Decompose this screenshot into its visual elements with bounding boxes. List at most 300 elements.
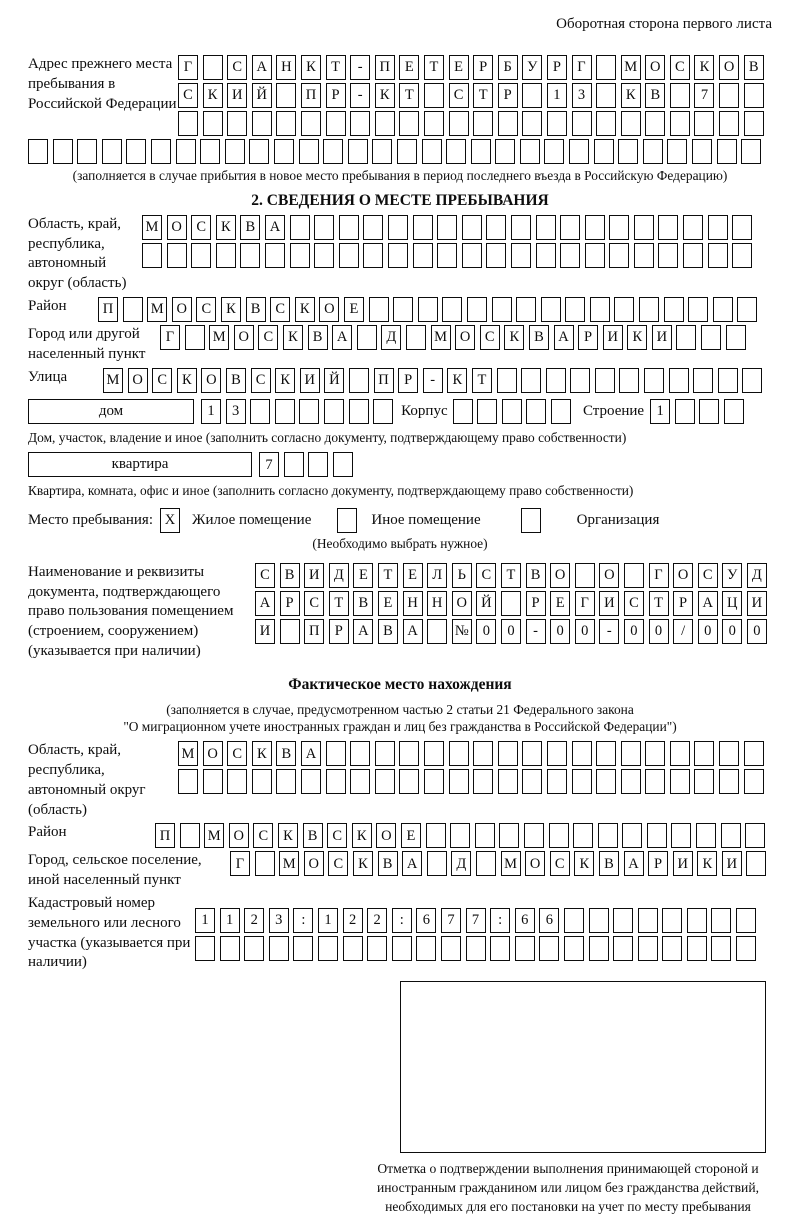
char-cell[interactable]: [675, 399, 695, 424]
char-cell[interactable]: [102, 139, 122, 164]
char-cell[interactable]: [549, 823, 569, 848]
char-cell[interactable]: [744, 769, 764, 794]
char-cell[interactable]: [694, 111, 714, 136]
char-cell[interactable]: [427, 619, 447, 644]
char-cell[interactable]: С: [328, 851, 348, 876]
char-cell[interactable]: О: [455, 325, 475, 350]
char-cell[interactable]: Е: [399, 55, 419, 80]
char-cell[interactable]: П: [155, 823, 175, 848]
char-cell[interactable]: [541, 297, 561, 322]
char-cell[interactable]: М: [209, 325, 229, 350]
char-cell[interactable]: С: [550, 851, 570, 876]
char-cell[interactable]: В: [226, 368, 246, 393]
char-cell[interactable]: [418, 297, 438, 322]
char-cell[interactable]: Й: [252, 83, 272, 108]
char-cell[interactable]: [290, 215, 310, 240]
char-cell[interactable]: У: [522, 55, 542, 80]
char-cell[interactable]: Т: [424, 55, 444, 80]
char-cell[interactable]: А: [252, 55, 272, 80]
char-cell[interactable]: [326, 741, 346, 766]
char-cell[interactable]: [609, 243, 629, 268]
char-cell[interactable]: Т: [473, 83, 493, 108]
char-cell[interactable]: [564, 908, 584, 933]
char-cell[interactable]: К: [278, 823, 298, 848]
char-cell[interactable]: В: [378, 619, 398, 644]
char-cell[interactable]: Й: [476, 591, 496, 616]
char-cell[interactable]: [613, 936, 633, 961]
char-cell[interactable]: М: [142, 215, 162, 240]
char-cell[interactable]: Е: [378, 591, 398, 616]
char-cell[interactable]: Р: [648, 851, 668, 876]
char-cell[interactable]: [624, 563, 644, 588]
char-cell[interactable]: [375, 741, 395, 766]
char-cell[interactable]: [462, 215, 482, 240]
char-cell[interactable]: [301, 111, 321, 136]
char-cell[interactable]: [290, 243, 310, 268]
char-cell[interactable]: С: [670, 55, 690, 80]
char-cell[interactable]: [595, 368, 615, 393]
char-cell[interactable]: 6: [539, 908, 559, 933]
char-cell[interactable]: К: [216, 215, 236, 240]
char-cell[interactable]: К: [252, 741, 272, 766]
char-cell[interactable]: [280, 619, 300, 644]
char-cell[interactable]: -: [350, 83, 370, 108]
char-cell[interactable]: [516, 297, 536, 322]
char-cell[interactable]: [339, 215, 359, 240]
char-cell[interactable]: М: [501, 851, 521, 876]
char-cell[interactable]: [711, 936, 731, 961]
char-cell[interactable]: К: [574, 851, 594, 876]
char-cell[interactable]: Е: [449, 55, 469, 80]
char-cell[interactable]: [634, 243, 654, 268]
char-cell[interactable]: [324, 399, 344, 424]
char-cell[interactable]: [596, 769, 616, 794]
char-cell[interactable]: 0: [575, 619, 595, 644]
char-cell[interactable]: [711, 908, 731, 933]
char-cell[interactable]: [299, 139, 319, 164]
char-cell[interactable]: П: [301, 83, 321, 108]
char-cell[interactable]: [696, 823, 716, 848]
char-cell[interactable]: [522, 111, 542, 136]
char-cell[interactable]: О: [319, 297, 339, 322]
char-cell[interactable]: В: [526, 563, 546, 588]
char-cell[interactable]: Н: [276, 55, 296, 80]
char-cell[interactable]: Г: [572, 55, 592, 80]
char-cell[interactable]: [522, 769, 542, 794]
char-cell[interactable]: К: [301, 55, 321, 80]
char-cell[interactable]: [477, 399, 497, 424]
char-cell[interactable]: [643, 139, 663, 164]
char-cell[interactable]: [585, 243, 605, 268]
char-cell[interactable]: 1: [195, 908, 215, 933]
char-cell[interactable]: [692, 139, 712, 164]
char-cell[interactable]: [244, 936, 264, 961]
char-cell[interactable]: [299, 399, 319, 424]
char-cell[interactable]: [693, 368, 713, 393]
char-cell[interactable]: [449, 741, 469, 766]
char-cell[interactable]: [227, 769, 247, 794]
char-cell[interactable]: К: [203, 83, 223, 108]
char-cell[interactable]: [589, 936, 609, 961]
char-cell[interactable]: [736, 908, 756, 933]
char-cell[interactable]: 0: [550, 619, 570, 644]
char-cell[interactable]: И: [255, 619, 275, 644]
char-cell[interactable]: [427, 851, 447, 876]
char-cell[interactable]: [203, 111, 223, 136]
char-cell[interactable]: [442, 297, 462, 322]
char-cell[interactable]: [645, 741, 665, 766]
char-cell[interactable]: К: [283, 325, 303, 350]
char-cell[interactable]: [476, 851, 496, 876]
char-cell[interactable]: [388, 243, 408, 268]
char-cell[interactable]: -: [423, 368, 443, 393]
char-cell[interactable]: [501, 591, 521, 616]
char-cell[interactable]: -: [350, 55, 370, 80]
char-cell[interactable]: К: [697, 851, 717, 876]
char-cell[interactable]: К: [275, 368, 295, 393]
char-cell[interactable]: [473, 111, 493, 136]
char-cell[interactable]: [569, 139, 589, 164]
char-cell[interactable]: [621, 741, 641, 766]
char-cell[interactable]: Т: [378, 563, 398, 588]
char-cell[interactable]: [634, 215, 654, 240]
char-cell[interactable]: [521, 508, 541, 533]
char-cell[interactable]: [126, 139, 146, 164]
char-cell[interactable]: С: [258, 325, 278, 350]
char-cell[interactable]: И: [300, 368, 320, 393]
char-cell[interactable]: В: [599, 851, 619, 876]
char-cell[interactable]: О: [599, 563, 619, 588]
char-cell[interactable]: [594, 139, 614, 164]
char-cell[interactable]: [473, 769, 493, 794]
char-cell[interactable]: С: [227, 741, 247, 766]
char-cell[interactable]: [721, 823, 741, 848]
char-cell[interactable]: [276, 111, 296, 136]
char-cell[interactable]: [195, 936, 215, 961]
char-cell[interactable]: [662, 908, 682, 933]
char-cell[interactable]: Т: [326, 55, 346, 80]
char-cell[interactable]: [667, 139, 687, 164]
char-cell[interactable]: [726, 325, 746, 350]
char-cell[interactable]: [502, 399, 522, 424]
char-cell[interactable]: [185, 325, 205, 350]
char-cell[interactable]: В: [280, 563, 300, 588]
char-cell[interactable]: [274, 139, 294, 164]
char-cell[interactable]: /: [673, 619, 693, 644]
char-cell[interactable]: К: [447, 368, 467, 393]
char-cell[interactable]: [178, 769, 198, 794]
char-cell[interactable]: Л: [427, 563, 447, 588]
char-cell[interactable]: [746, 851, 766, 876]
char-cell[interactable]: А: [402, 851, 422, 876]
char-cell[interactable]: [466, 936, 486, 961]
char-cell[interactable]: [123, 297, 143, 322]
char-cell[interactable]: П: [374, 368, 394, 393]
char-cell[interactable]: [596, 55, 616, 80]
char-cell[interactable]: О: [525, 851, 545, 876]
char-cell[interactable]: [736, 936, 756, 961]
char-cell[interactable]: [492, 297, 512, 322]
char-cell[interactable]: [180, 823, 200, 848]
char-cell[interactable]: [511, 215, 531, 240]
char-cell[interactable]: И: [652, 325, 672, 350]
char-cell[interactable]: С: [255, 563, 275, 588]
char-cell[interactable]: [670, 83, 690, 108]
char-cell[interactable]: [613, 908, 633, 933]
char-cell[interactable]: С: [624, 591, 644, 616]
char-cell[interactable]: [645, 111, 665, 136]
char-cell[interactable]: В: [378, 851, 398, 876]
char-cell[interactable]: [732, 215, 752, 240]
char-cell[interactable]: [520, 139, 540, 164]
char-cell[interactable]: 7: [694, 83, 714, 108]
char-cell[interactable]: [369, 297, 389, 322]
char-cell[interactable]: [250, 399, 270, 424]
char-cell[interactable]: С: [327, 823, 347, 848]
char-cell[interactable]: [424, 83, 444, 108]
char-cell[interactable]: М: [621, 55, 641, 80]
char-cell[interactable]: У: [722, 563, 742, 588]
char-cell[interactable]: [614, 297, 634, 322]
char-cell[interactable]: 1: [650, 399, 670, 424]
char-cell[interactable]: [662, 936, 682, 961]
char-cell[interactable]: 7: [466, 908, 486, 933]
char-cell[interactable]: 7: [441, 908, 461, 933]
char-cell[interactable]: [498, 769, 518, 794]
char-cell[interactable]: [742, 368, 762, 393]
char-cell[interactable]: [713, 297, 733, 322]
char-cell[interactable]: [151, 139, 171, 164]
char-cell[interactable]: [694, 741, 714, 766]
char-cell[interactable]: [708, 243, 728, 268]
char-cell[interactable]: [499, 823, 519, 848]
char-cell[interactable]: [622, 823, 642, 848]
char-cell[interactable]: М: [178, 741, 198, 766]
char-cell[interactable]: Е: [401, 823, 421, 848]
char-cell[interactable]: [744, 111, 764, 136]
char-cell[interactable]: [349, 399, 369, 424]
char-cell[interactable]: Н: [427, 591, 447, 616]
char-cell[interactable]: Р: [673, 591, 693, 616]
char-cell[interactable]: [176, 139, 196, 164]
char-cell[interactable]: [522, 83, 542, 108]
char-cell[interactable]: Н: [403, 591, 423, 616]
char-cell[interactable]: 2: [244, 908, 264, 933]
char-cell[interactable]: О: [550, 563, 570, 588]
char-cell[interactable]: Е: [353, 563, 373, 588]
char-cell[interactable]: Г: [160, 325, 180, 350]
char-cell[interactable]: [589, 908, 609, 933]
char-cell[interactable]: В: [240, 215, 260, 240]
char-cell[interactable]: :: [490, 908, 510, 933]
char-cell[interactable]: [547, 769, 567, 794]
char-cell[interactable]: [343, 936, 363, 961]
char-cell[interactable]: [446, 139, 466, 164]
char-cell[interactable]: [596, 111, 616, 136]
char-cell[interactable]: [350, 741, 370, 766]
char-cell[interactable]: [498, 741, 518, 766]
char-cell[interactable]: [745, 823, 765, 848]
char-cell[interactable]: А: [255, 591, 275, 616]
char-cell[interactable]: [658, 215, 678, 240]
char-cell[interactable]: 0: [476, 619, 496, 644]
char-cell[interactable]: Д: [381, 325, 401, 350]
char-cell[interactable]: О: [203, 741, 223, 766]
char-cell[interactable]: Е: [550, 591, 570, 616]
char-cell[interactable]: [349, 368, 369, 393]
char-cell[interactable]: [363, 243, 383, 268]
char-cell[interactable]: К: [694, 55, 714, 80]
char-cell[interactable]: С: [449, 83, 469, 108]
char-cell[interactable]: 1: [318, 908, 338, 933]
char-cell[interactable]: [275, 399, 295, 424]
char-cell[interactable]: [524, 823, 544, 848]
char-cell[interactable]: [323, 139, 343, 164]
char-cell[interactable]: Т: [649, 591, 669, 616]
char-cell[interactable]: Г: [178, 55, 198, 80]
char-cell[interactable]: К: [177, 368, 197, 393]
char-cell[interactable]: [240, 243, 260, 268]
char-cell[interactable]: 2: [367, 908, 387, 933]
char-cell[interactable]: [683, 215, 703, 240]
char-cell[interactable]: [639, 297, 659, 322]
char-cell[interactable]: [28, 139, 48, 164]
char-cell[interactable]: [596, 83, 616, 108]
char-cell[interactable]: И: [599, 591, 619, 616]
char-cell[interactable]: [547, 111, 567, 136]
char-cell[interactable]: [719, 741, 739, 766]
char-cell[interactable]: [255, 851, 275, 876]
char-cell[interactable]: [638, 936, 658, 961]
char-cell[interactable]: И: [747, 591, 767, 616]
char-cell[interactable]: С: [476, 563, 496, 588]
char-cell[interactable]: 0: [624, 619, 644, 644]
char-cell[interactable]: [669, 368, 689, 393]
char-cell[interactable]: Р: [498, 83, 518, 108]
char-cell[interactable]: А: [353, 619, 373, 644]
char-cell[interactable]: Р: [547, 55, 567, 80]
char-cell[interactable]: [694, 769, 714, 794]
char-cell[interactable]: X: [160, 508, 180, 533]
char-cell[interactable]: М: [431, 325, 451, 350]
char-cell[interactable]: Е: [344, 297, 364, 322]
char-cell[interactable]: [546, 368, 566, 393]
char-cell[interactable]: И: [304, 563, 324, 588]
char-cell[interactable]: Г: [230, 851, 250, 876]
char-cell[interactable]: [511, 243, 531, 268]
char-cell[interactable]: :: [392, 908, 412, 933]
char-cell[interactable]: [575, 563, 595, 588]
char-cell[interactable]: [699, 399, 719, 424]
char-cell[interactable]: [424, 769, 444, 794]
char-cell[interactable]: С: [251, 368, 271, 393]
char-cell[interactable]: 0: [501, 619, 521, 644]
char-cell[interactable]: О: [452, 591, 472, 616]
char-cell[interactable]: [276, 83, 296, 108]
char-cell[interactable]: С: [178, 83, 198, 108]
char-cell[interactable]: Р: [329, 619, 349, 644]
char-cell[interactable]: [142, 243, 162, 268]
char-cell[interactable]: К: [295, 297, 315, 322]
char-cell[interactable]: [424, 741, 444, 766]
char-cell[interactable]: [515, 936, 535, 961]
char-cell[interactable]: Г: [575, 591, 595, 616]
char-cell[interactable]: [416, 936, 436, 961]
char-cell[interactable]: [486, 243, 506, 268]
char-cell[interactable]: [732, 243, 752, 268]
char-cell[interactable]: [467, 297, 487, 322]
char-cell[interactable]: [333, 452, 353, 477]
char-cell[interactable]: [424, 111, 444, 136]
char-cell[interactable]: [373, 399, 393, 424]
char-cell[interactable]: [741, 139, 761, 164]
char-cell[interactable]: Р: [280, 591, 300, 616]
char-cell[interactable]: И: [722, 851, 742, 876]
char-cell[interactable]: [357, 325, 377, 350]
char-cell[interactable]: О: [229, 823, 249, 848]
char-cell[interactable]: В: [308, 325, 328, 350]
char-cell[interactable]: Р: [578, 325, 598, 350]
char-cell[interactable]: Р: [326, 83, 346, 108]
char-cell[interactable]: С: [152, 368, 172, 393]
char-cell[interactable]: [350, 111, 370, 136]
char-cell[interactable]: О: [304, 851, 324, 876]
char-cell[interactable]: [647, 823, 667, 848]
char-cell[interactable]: А: [265, 215, 285, 240]
char-cell[interactable]: П: [304, 619, 324, 644]
char-cell[interactable]: Б: [498, 55, 518, 80]
char-cell[interactable]: А: [624, 851, 644, 876]
char-cell[interactable]: Т: [329, 591, 349, 616]
char-cell[interactable]: П: [375, 55, 395, 80]
char-cell[interactable]: [314, 215, 334, 240]
char-cell[interactable]: [670, 769, 690, 794]
char-cell[interactable]: [671, 823, 691, 848]
char-cell[interactable]: [621, 769, 641, 794]
char-cell[interactable]: Д: [329, 563, 349, 588]
char-cell[interactable]: [737, 297, 757, 322]
char-cell[interactable]: [350, 769, 370, 794]
char-cell[interactable]: А: [554, 325, 574, 350]
char-cell[interactable]: К: [352, 823, 372, 848]
char-cell[interactable]: 7: [259, 452, 279, 477]
char-cell[interactable]: [388, 215, 408, 240]
char-cell[interactable]: В: [744, 55, 764, 80]
char-cell[interactable]: 2: [343, 908, 363, 933]
char-cell[interactable]: Т: [472, 368, 492, 393]
char-cell[interactable]: [719, 83, 739, 108]
char-cell[interactable]: [203, 769, 223, 794]
char-cell[interactable]: И: [227, 83, 247, 108]
char-cell[interactable]: 3: [269, 908, 289, 933]
char-cell[interactable]: [399, 769, 419, 794]
char-cell[interactable]: [564, 936, 584, 961]
char-cell[interactable]: С: [270, 297, 290, 322]
char-cell[interactable]: [708, 215, 728, 240]
char-cell[interactable]: [372, 139, 392, 164]
char-cell[interactable]: №: [452, 619, 472, 644]
char-cell[interactable]: [397, 139, 417, 164]
char-cell[interactable]: [293, 936, 313, 961]
char-cell[interactable]: М: [103, 368, 123, 393]
char-cell[interactable]: 0: [747, 619, 767, 644]
char-cell[interactable]: Р: [473, 55, 493, 80]
char-cell[interactable]: [618, 139, 638, 164]
char-cell[interactable]: Е: [403, 563, 423, 588]
char-cell[interactable]: Г: [649, 563, 669, 588]
char-cell[interactable]: [664, 297, 684, 322]
char-cell[interactable]: [573, 823, 593, 848]
